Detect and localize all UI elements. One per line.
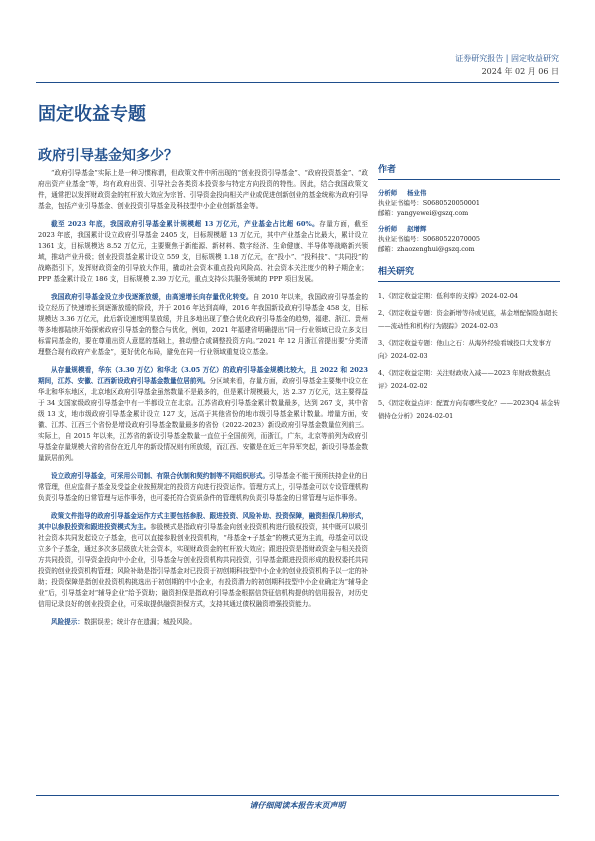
footer-disclaimer: 请仔细阅读本报告末页声明 xyxy=(249,800,346,810)
body-paragraph: “政府引导基金”实际上是一种习惯称谓，但政策文件中所出现的“创业投资引导基金”、“政府投资基金”、“政府出资产业基金”等，均有政府出资、引导社会各类资本投资参与特定方向投资的特性。因此，结合我国政策文件，通常把以发挥财政资金的杠杆放大效应为宗旨、引导资金投向相关产业或促进创新创业的基金统称为政府引导基金，包括产业引导基金、创业投资引导基金及科技型中小企业创新基金等。 xyxy=(38,169,368,210)
body-paragraph: 从存量规模看，华东（3.30 万亿）和华北（3.05 万亿）的政府引导基金规模比较大，且 2022 和 2023 期间，江苏、安徽、江西新设政府引导基金数量位居前列。分区域来看，存量方面，政府引导基金主要集中设立在华北和华东地区，北京地区政府引导基金虽然数量不是最多的，但是累计规模最大，达 2.37 万亿元，这主要得益于 34 支国家级政府引导基金中有一半都设立在北京。江苏省政府引导基金累计数量最多，达到 267 支，其中省级 13 支，地市级政府引导基金累计设立 127 支，远高于其他省份的地市级引导基金累计数量。增量方面，安徽、江苏、江西三个省份是增设政府引导基金数量最多的省份（2022-2023）新设政府引导基金数量位列前三。实际上，自 2015 年以来，江苏省的新设引导基金数量一直位于全国前列，而浙江，广东，北京等前列为政府引导基金存量规模大省的省份在近几年的新设情况则有所放缓，而江西、安徽是在近三年异军突起，新设引导基金数量跃居前列。 xyxy=(38,366,369,462)
report-body xyxy=(38,168,368,636)
author-cert: 执业证书编号：S0680520050001 xyxy=(378,199,480,207)
author-email[interactable]: 邮箱：zhaozenghui@gszq.com xyxy=(378,245,475,253)
header-divider xyxy=(36,82,559,83)
authors-heading: 作者 xyxy=(378,162,560,180)
author-email[interactable]: 邮箱：yangyewei@gszq.com xyxy=(378,209,469,217)
body-paragraph: 截至 2023 年底，我国政府引导基金累计规模超 13 万亿元，产业基金占比超 60%。存量方面，截至 2023 年底，我国累计设立政府引导基金 2405 支，目标规模超 13 万亿元，其中产业基金占比最大，累计设立 1361 支，目标规模达 8.52 万亿元，主要聚焦于新能源、新材料、数字经济、生命健康、半导体等战略新兴领域，推动产业升级；创业投资基金累计设立 559 支，目标规模 1.18 万亿元，在“投小”、“投科技”、“共同投”的战略指引下，发挥财政资金的引导放大作用，撬动社会资本重点投向风险高、社会资本关注度少的种子期企业；PPP 基金累计设立 186 支，目标规模 2.39 万亿元，重点支持公共服务领域的 PPP 项目发展。 xyxy=(38,220,368,283)
related-item[interactable]: 5、《固定收益点评：配置方向有哪些变化？——2023Q4 基金转债持仓分析》2024-02-01 xyxy=(378,399,560,420)
body-paragraph: 设立政府引导基金，可采用公司制、有限合伙制和契约制等不同组织形式。引导基金不能干预所扶持企业的日常管理，但应监督子基金及受益企业按照规定的投资方向进行投资运作。管理方式上，引导基金可以专设管理机构负责引导基金的日常管理与运作事务，也可委托符合资质条件的管理机构负责引导基金的日常管理与运作事务。 xyxy=(38,472,369,502)
report-title: 政府引导基金知多少？ xyxy=(38,148,178,164)
related-item[interactable]: 2、《固定收益专题：资金新增等待或见底，基金增配保险加超长——流动性和机构行为跟踪》2024-02-03 xyxy=(378,309,558,330)
report-type: 证券研究报告 | 固定收益研究 xyxy=(455,54,559,63)
body-paragraph: 政策文件指导的政府引导基金运作方式主要包括参股、跟进投资、风险补助、投资保障，融资担保几种形式，其中以参股投资和跟进投资模式为主。参股模式是指政府引导基金向创业投资机构进行股权投资，其中既可以吸引社会资本共同发起设立子基金，也可以直接参股创业投资机构，“母基金+子基金”的模式更为主流，母基金可以设立多个子基金，通过多次多层级放大社会资本，实现财政资金的杠杆放大效应；跟进投资是指财政资金与相关投资方共同投资，引导资金投向中小企业，引导基金与创业投资机构共同投资，引导基金跟进投资形成的股权委托共同投资的创业投资机构管理；风险补助是指引导基金对已投资于初创期科技型中小企业的创业投资机构予以一定的补助；投资保障是指创业投资机构挑选出于初创期的中小企业，有投资潜力的初创期科技型中小企业确定为“辅导企业”后，引导基金对“辅导企业”给予资助；融资担保是指政府引导基金根据信贷征信机构提供的信用报告，对历史信用记录良好的创业投资企业，可采取提供融资担保方式，支持其通过债权融资增强投资能力。 xyxy=(38,512,368,608)
body-paragraph: 我国政府引导基金设立步伐逐渐放缓，由高速增长向存量优化转变。自 2010 年以来，我国政府引导基金的设立经历了快速增长到逐渐放缓的阶段，并于 2016 年达到高峰，2016 年我国新设政府引导基金 458 支，目标规模达 3.36 万亿元，此后新设速度明显放缓，并且多地出现了整合优化政府引导基金的趋势，福建、浙江、贵州等多地都陆续开始探索政府引导基金的整合与优化，例如，2021 年福建省明确提出“同一行业领域已设立多支目标雷同基金的，要在尊重出资人意愿的基础上，推动整合或调整投资方向。”2021 年 12 月浙江省提出要“分类清理整合现有政府产业基金”，更好优化布局，避免在同一行业领域重复设立基金。 xyxy=(38,293,368,356)
risk-note: 风险提示：数据误差；统计存在遗漏；城投风险。 xyxy=(51,618,197,627)
author-block: 分析师 杨业伟 执业证书编号：S0680520050001 邮箱：yangyewei@gszq.com xyxy=(378,188,560,218)
report-header xyxy=(455,52,559,78)
author-cert: 执业证书编号：S0680522070005 xyxy=(378,235,480,243)
author-block: 分析师 赵增辉 执业证书编号：S0680522070005 邮箱：zhaozenghui@gszq.com xyxy=(378,224,560,254)
sidebar xyxy=(378,162,560,427)
related-heading: 相关研究 xyxy=(378,264,560,282)
related-item[interactable]: 3、《固定收益专题：他山之石：从海外经验看城投口大发事方向》2024-02-03 xyxy=(378,339,552,360)
series-title: 固定收益专题 xyxy=(38,104,146,125)
related-item[interactable]: 4、《固定收益定期：关注财政收入减——2023 年财政数据点评》2024-02-02 xyxy=(378,369,551,390)
report-date: 2024 年 02 月 06 日 xyxy=(481,67,559,76)
related-item[interactable]: 1、《固定收益定期：低利率的支撑》2024-02-04 xyxy=(378,292,518,300)
footer-divider xyxy=(36,795,559,796)
